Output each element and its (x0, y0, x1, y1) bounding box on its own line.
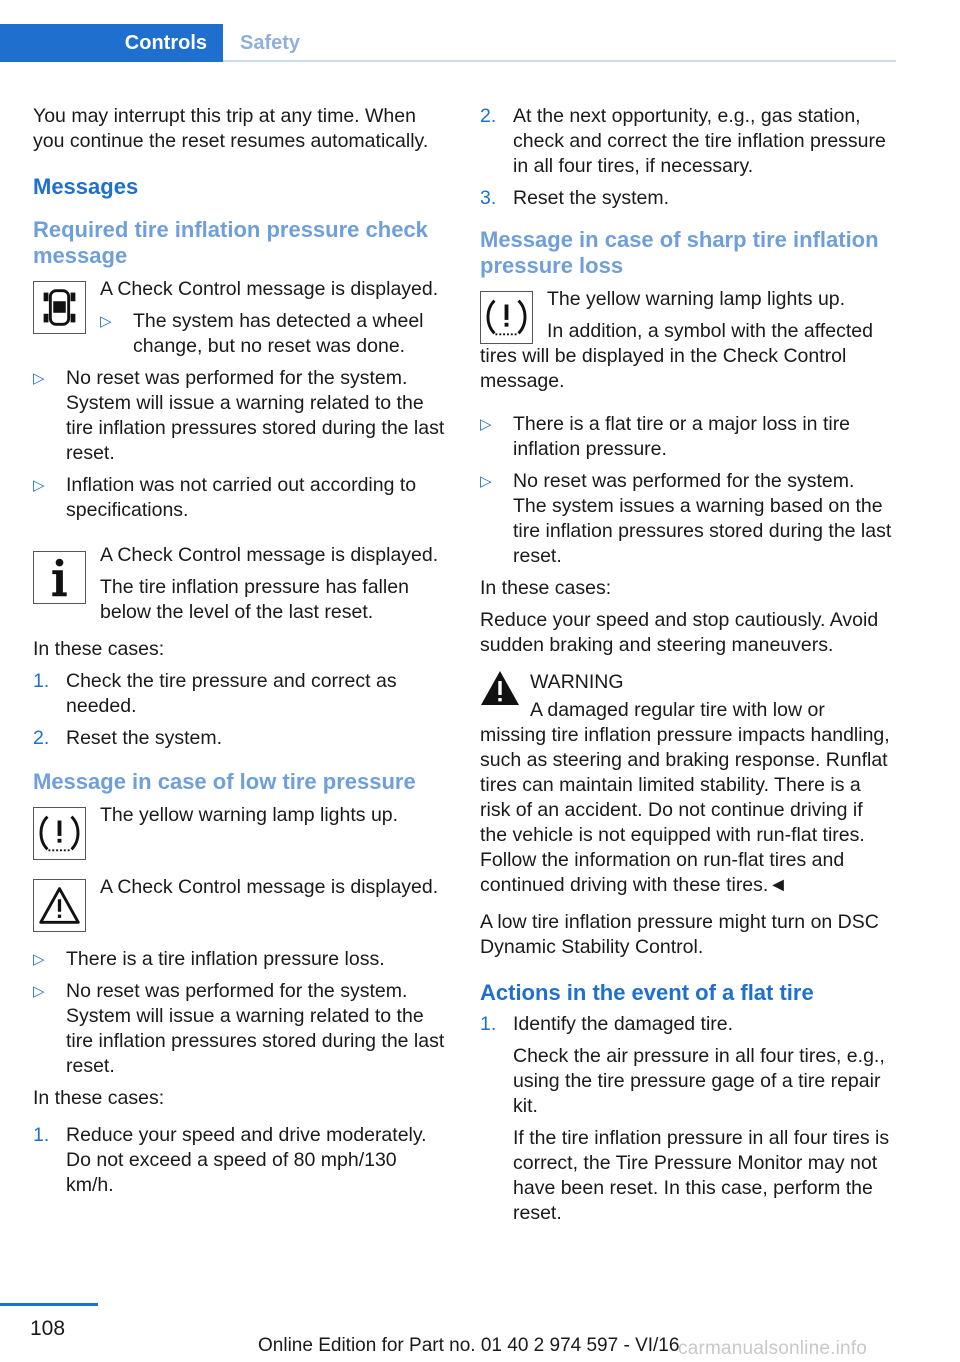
warning-block (480, 670, 892, 695)
heading-required-check: Required tire inflation pressure check message (33, 217, 428, 268)
left-column (33, 104, 445, 1205)
bullet-triangle-icon: ▷ (100, 313, 112, 330)
list-item: 1. Reduce your speed and drive moderately. Do not exceed a speed of 80 mph/130 km/h. (33, 1124, 427, 1196)
tire-reset-car-icon (33, 281, 86, 334)
list-item: 2. At the next opportunity, e.g., gas station, check and correct the tire inflation pressure in all four tires, if necessary. (480, 105, 886, 177)
sharp-symbol-text: In addition, a symbol with the affected tires will be displayed in the Check Control message. (480, 320, 873, 392)
heading-flat-tire: Actions in the event of a flat tire (480, 980, 814, 1005)
header-tabs (0, 24, 896, 62)
list-item: ▷ There is a flat tire or a major loss in tire inflation pressure. (480, 413, 851, 460)
tab-controls[interactable]: Controls (0, 24, 223, 62)
warning-triangle-icon (480, 670, 520, 706)
info-text-1: A Check Control message is displayed. (100, 544, 439, 566)
warning-triangle-icon (33, 879, 86, 932)
info-text-2: The tire inflation pressure has fallen below the level of the last reset. (100, 576, 409, 623)
info-icon (33, 551, 86, 604)
bullet-triangle-icon: ▷ (33, 370, 45, 387)
right-column (480, 104, 892, 1233)
list-item: ▷ The system has detected a wheel change, but no reset was done. (100, 310, 424, 357)
edition-text: Online Edition for Part no. 01 40 2 974 597 - VI/16 (258, 1335, 680, 1356)
steps-list-2 (33, 1123, 445, 1198)
info-block (33, 543, 445, 625)
reduce-speed-text: Reduce your speed and stop cautiously. Avoid sudden braking and steering maneuvers. (480, 609, 879, 656)
list-item: ▷ Inflation was not carried out according to specifications. (33, 474, 417, 521)
tab-safety[interactable]: Safety (240, 32, 301, 54)
required-check-block (33, 277, 445, 359)
dsc-text: A low tire inflation pressure might turn on DSC Dynamic Stability Control. (480, 911, 879, 958)
warning-label: WARNING (530, 671, 624, 693)
bullet-triangle-icon: ▷ (33, 983, 45, 1000)
required-check-text: A Check Control message is displayed. (100, 278, 439, 300)
sharp-lamp-text: The yellow warning lamp lights up. (547, 288, 846, 310)
required-check-bullets (33, 366, 445, 523)
list-item: 2. Reset the system. (33, 727, 223, 749)
tire-pressure-warning-icon (33, 807, 86, 860)
list-item: 1. Identify the damaged tire. Check the air pressure in all four tires, e.g., using the tire pressure gage of a tire repair kit. If the tire inflation pressure in all four tires is correct, the Tire Pressure Monitor may not have been reset. In this case, perform the reset. (480, 1013, 890, 1224)
sharp-loss-block (480, 287, 892, 345)
low-lamp-text: The yellow warning lamp lights up. (100, 804, 399, 826)
heading-sharp-loss: Message in case of sharp tire inflation pressure loss (480, 227, 879, 278)
heading-low-pressure: Message in case of low tire pressure (33, 769, 416, 794)
bullet-triangle-icon: ▷ (33, 477, 45, 494)
list-item: 3. Reset the system. (480, 187, 670, 209)
footer-rule (0, 1303, 98, 1306)
list-item: ▷ No reset was performed for the system. System will issue a warning related to the tire inflation pressures stored during the last reset. (33, 367, 445, 464)
in-these-cases-right: In these cases: (480, 577, 612, 599)
sharp-loss-bullets (480, 412, 892, 569)
flat-tire-steps (480, 1012, 892, 1226)
list-item: ▷ No reset was performed for the system. The system issues a warning based on the tire inflation pressures stored during the last reset. (480, 470, 892, 567)
steps-list-continued (480, 104, 892, 211)
low-pressure-lamp-block (33, 803, 445, 861)
bullet-triangle-icon: ▷ (33, 951, 45, 968)
intro-paragraph: You may interrupt this trip at any time. When you continue the reset resumes automatically. (33, 105, 429, 152)
heading-messages: Messages (33, 174, 139, 199)
warning-text: A damaged regular tire with low or missing tire inflation pressure impacts handling, such as steering and braking response. Runflat tires can maintain limited stability. There is a risk of an accident. Do not continue driving if the vehicle is not equipped with run-flat tires. Follow the information on run-flat tires and continued driving with these tires.◄ (480, 699, 890, 896)
list-item: ▷ No reset was performed for the system. System will issue a warning related to the tire inflation pressures stored during the last reset. (33, 980, 445, 1077)
watermark: carmanualsonline.info (678, 1338, 868, 1359)
steps-list-1 (33, 669, 445, 751)
low-pressure-bullets (33, 947, 445, 1079)
tab-underline (223, 60, 896, 62)
list-item: 1. Check the tire pressure and correct as needed. (33, 670, 397, 717)
list-item: ▷ There is a tire inflation pressure loss. (33, 948, 385, 970)
tire-pressure-warning-icon (480, 291, 533, 344)
low-warning-block (33, 875, 445, 933)
bullet-triangle-icon: ▷ (480, 416, 492, 433)
page-number: 108 (30, 1317, 66, 1340)
in-these-cases: In these cases: (33, 638, 165, 660)
low-warning-text: A Check Control message is displayed. (100, 876, 439, 898)
bullet-triangle-icon: ▷ (480, 473, 492, 490)
in-these-cases-2: In these cases: (33, 1087, 165, 1109)
